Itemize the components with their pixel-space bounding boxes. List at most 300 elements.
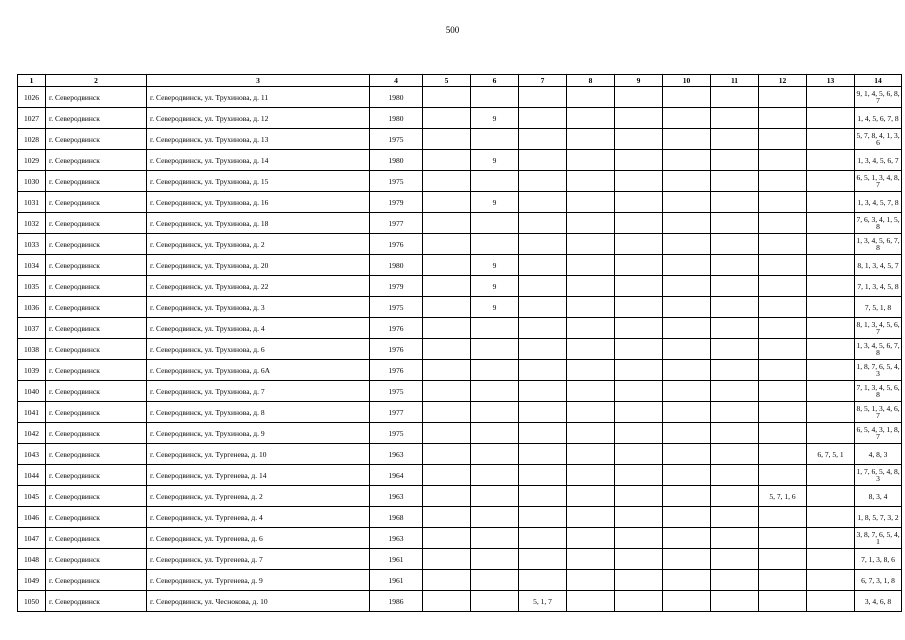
cell-col-7 <box>519 108 567 129</box>
table-row <box>18 549 902 570</box>
cell-address: г. Северодвинск, ул. Трухинова, д. 6А <box>147 360 370 381</box>
cell-col-5 <box>423 507 471 528</box>
cell-col-7 <box>519 192 567 213</box>
cell-col-7 <box>519 507 567 528</box>
cell-col-12 <box>759 234 807 255</box>
table-row <box>18 402 902 423</box>
cell-settlement: г. Северодвинск <box>46 549 147 570</box>
table-row <box>18 339 902 360</box>
cell-address: г. Северодвинск, ул. Трухинова, д. 15 <box>147 171 370 192</box>
table-row <box>18 108 902 129</box>
cell-col-13 <box>807 108 855 129</box>
cell-col-5 <box>423 150 471 171</box>
cell-col-12 <box>759 528 807 549</box>
cell-row-number: 1029 <box>18 150 46 171</box>
cell-col-9 <box>615 339 663 360</box>
cell-col-9 <box>615 381 663 402</box>
cell-col-6 <box>471 381 519 402</box>
cell-address: г. Северодвинск, ул. Трухинова, д. 16 <box>147 192 370 213</box>
table-row <box>18 570 902 591</box>
cell-col-5 <box>423 423 471 444</box>
cell-settlement: г. Северодвинск <box>46 171 147 192</box>
cell-row-number: 1040 <box>18 381 46 402</box>
table-row <box>18 255 902 276</box>
cell-col-5 <box>423 360 471 381</box>
cell-address: г. Северодвинск, ул. Трухинова, д. 7 <box>147 381 370 402</box>
cell-col-9 <box>615 108 663 129</box>
cell-col-13 <box>807 192 855 213</box>
table-row <box>18 528 902 549</box>
column-header-2: 2 <box>46 75 147 87</box>
cell-row-number: 1035 <box>18 276 46 297</box>
cell-col-13 <box>807 87 855 108</box>
cell-year: 1979 <box>370 276 423 297</box>
cell-col-8 <box>567 549 615 570</box>
cell-col-11 <box>711 507 759 528</box>
cell-col-13 <box>807 276 855 297</box>
cell-settlement: г. Северодвинск <box>46 423 147 444</box>
cell-col-13 <box>807 591 855 612</box>
cell-col-12 <box>759 150 807 171</box>
cell-col-7 <box>519 255 567 276</box>
cell-row-number: 1048 <box>18 549 46 570</box>
cell-col-7 <box>519 129 567 150</box>
cell-col-11 <box>711 150 759 171</box>
cell-year: 1963 <box>370 444 423 465</box>
cell-col-9 <box>615 255 663 276</box>
cell-col-11 <box>711 465 759 486</box>
cell-col-6 <box>471 87 519 108</box>
cell-col-7 <box>519 570 567 591</box>
cell-col-14: 4, 8, 3 <box>855 444 902 465</box>
cell-address: г. Северодвинск, ул. Трухинова, д. 6 <box>147 339 370 360</box>
cell-col-10 <box>663 108 711 129</box>
cell-col-11 <box>711 108 759 129</box>
page-number: 500 <box>445 25 460 35</box>
cell-col-5 <box>423 570 471 591</box>
cell-col-11 <box>711 255 759 276</box>
cell-row-number: 1042 <box>18 423 46 444</box>
cell-year: 1964 <box>370 465 423 486</box>
cell-col-12 <box>759 108 807 129</box>
table-row <box>18 129 902 150</box>
table-row <box>18 276 902 297</box>
cell-col-7 <box>519 549 567 570</box>
cell-col-13 <box>807 255 855 276</box>
cell-address: г. Северодвинск, ул. Трухинова, д. 8 <box>147 402 370 423</box>
cell-year: 1968 <box>370 507 423 528</box>
cell-col-6 <box>471 486 519 507</box>
cell-col-5 <box>423 276 471 297</box>
cell-col-9 <box>615 444 663 465</box>
cell-col-9 <box>615 507 663 528</box>
column-header-10: 10 <box>663 75 711 87</box>
cell-col-11 <box>711 318 759 339</box>
cell-settlement: г. Северодвинск <box>46 381 147 402</box>
cell-col-14: 8, 5, 1, 3, 4, 6, 7 <box>855 402 902 423</box>
cell-col-5 <box>423 528 471 549</box>
cell-col-13 <box>807 318 855 339</box>
cell-address: г. Северодвинск, ул. Тургенева, д. 7 <box>147 549 370 570</box>
cell-col-14: 1, 3, 4, 5, 6, 7, 8 <box>855 339 902 360</box>
cell-col-14: 7, 6, 3, 4, 1, 5, 8 <box>855 213 902 234</box>
cell-col-12 <box>759 129 807 150</box>
cell-col-8 <box>567 192 615 213</box>
cell-col-8 <box>567 150 615 171</box>
cell-address: г. Северодвинск, ул. Трухинова, д. 2 <box>147 234 370 255</box>
cell-settlement: г. Северодвинск <box>46 192 147 213</box>
cell-col-9 <box>615 486 663 507</box>
cell-col-7 <box>519 360 567 381</box>
cell-year: 1961 <box>370 570 423 591</box>
cell-row-number: 1031 <box>18 192 46 213</box>
cell-col-10 <box>663 255 711 276</box>
cell-col-7 <box>519 213 567 234</box>
table-row <box>18 192 902 213</box>
cell-col-13 <box>807 171 855 192</box>
cell-col-9 <box>615 192 663 213</box>
cell-settlement: г. Северодвинск <box>46 591 147 612</box>
table-row <box>18 213 902 234</box>
cell-row-number: 1034 <box>18 255 46 276</box>
cell-row-number: 1044 <box>18 465 46 486</box>
cell-year: 1961 <box>370 549 423 570</box>
cell-col-8 <box>567 591 615 612</box>
cell-year: 1980 <box>370 108 423 129</box>
cell-col-14: 7, 1, 3, 4, 5, 8 <box>855 276 902 297</box>
cell-year: 1975 <box>370 297 423 318</box>
cell-address: г. Северодвинск, ул. Трухинова, д. 14 <box>147 150 370 171</box>
cell-row-number: 1046 <box>18 507 46 528</box>
cell-col-8 <box>567 570 615 591</box>
cell-col-6 <box>471 444 519 465</box>
cell-col-12 <box>759 255 807 276</box>
cell-address: г. Северодвинск, ул. Трухинова, д. 22 <box>147 276 370 297</box>
cell-col-14: 6, 5, 4, 3, 1, 8, 7 <box>855 423 902 444</box>
cell-col-8 <box>567 129 615 150</box>
cell-col-8 <box>567 213 615 234</box>
cell-col-7 <box>519 150 567 171</box>
cell-col-14: 8, 1, 3, 4, 5, 6, 7 <box>855 318 902 339</box>
cell-col-13 <box>807 129 855 150</box>
cell-col-14: 5, 7, 8, 4, 1, 3, 6 <box>855 129 902 150</box>
cell-col-10 <box>663 234 711 255</box>
cell-col-5 <box>423 402 471 423</box>
cell-col-8 <box>567 528 615 549</box>
cell-col-5 <box>423 465 471 486</box>
cell-col-7 <box>519 276 567 297</box>
cell-col-12 <box>759 423 807 444</box>
cell-col-13 <box>807 570 855 591</box>
cell-col-10 <box>663 528 711 549</box>
cell-col-6 <box>471 528 519 549</box>
cell-col-14: 8, 1, 3, 4, 5, 7 <box>855 255 902 276</box>
cell-col-12 <box>759 360 807 381</box>
cell-row-number: 1030 <box>18 171 46 192</box>
cell-col-8 <box>567 381 615 402</box>
column-header-14: 14 <box>855 75 902 87</box>
cell-col-6 <box>471 465 519 486</box>
cell-col-7 <box>519 318 567 339</box>
cell-col-12 <box>759 402 807 423</box>
cell-col-6: 9 <box>471 150 519 171</box>
cell-col-9 <box>615 276 663 297</box>
cell-row-number: 1033 <box>18 234 46 255</box>
cell-address: г. Северодвинск, ул. Тургенева, д. 4 <box>147 507 370 528</box>
cell-col-13 <box>807 486 855 507</box>
cell-settlement: г. Северодвинск <box>46 318 147 339</box>
cell-col-14: 1, 8, 5, 7, 3, 2 <box>855 507 902 528</box>
cell-col-13 <box>807 360 855 381</box>
cell-col-6: 9 <box>471 255 519 276</box>
cell-col-8 <box>567 360 615 381</box>
cell-col-9 <box>615 549 663 570</box>
cell-col-10 <box>663 192 711 213</box>
cell-col-5 <box>423 318 471 339</box>
cell-year: 1976 <box>370 234 423 255</box>
cell-settlement: г. Северодвинск <box>46 297 147 318</box>
cell-year: 1975 <box>370 129 423 150</box>
cell-col-8 <box>567 87 615 108</box>
cell-col-12 <box>759 213 807 234</box>
cell-col-8 <box>567 486 615 507</box>
cell-col-10 <box>663 402 711 423</box>
cell-row-number: 1043 <box>18 444 46 465</box>
table-row <box>18 87 902 108</box>
cell-row-number: 1050 <box>18 591 46 612</box>
cell-col-14: 1, 3, 4, 5, 6, 7 <box>855 150 902 171</box>
cell-col-14: 3, 4, 6, 8 <box>855 591 902 612</box>
cell-col-9 <box>615 318 663 339</box>
cell-col-7 <box>519 339 567 360</box>
cell-col-10 <box>663 129 711 150</box>
cell-col-9 <box>615 150 663 171</box>
cell-col-6: 9 <box>471 276 519 297</box>
cell-col-13 <box>807 549 855 570</box>
cell-year: 1976 <box>370 360 423 381</box>
cell-address: г. Северодвинск, ул. Тургенева, д. 6 <box>147 528 370 549</box>
cell-col-11 <box>711 402 759 423</box>
cell-col-8 <box>567 297 615 318</box>
column-header-1: 1 <box>18 75 46 87</box>
cell-address: г. Северодвинск, ул. Тургенева, д. 10 <box>147 444 370 465</box>
cell-col-11 <box>711 486 759 507</box>
cell-col-5 <box>423 87 471 108</box>
cell-col-8 <box>567 318 615 339</box>
column-header-13: 13 <box>807 75 855 87</box>
cell-col-9 <box>615 570 663 591</box>
cell-col-10 <box>663 318 711 339</box>
cell-col-13 <box>807 150 855 171</box>
cell-col-8 <box>567 255 615 276</box>
cell-year: 1975 <box>370 423 423 444</box>
cell-col-10 <box>663 444 711 465</box>
cell-col-7 <box>519 234 567 255</box>
table-row <box>18 297 902 318</box>
cell-address: г. Северодвинск, ул. Тургенева, д. 14 <box>147 465 370 486</box>
table-row <box>18 486 902 507</box>
cell-year: 1975 <box>370 381 423 402</box>
cell-year: 1963 <box>370 528 423 549</box>
cell-settlement: г. Северодвинск <box>46 150 147 171</box>
cell-col-7: 5, 1, 7 <box>519 591 567 612</box>
table-row <box>18 150 902 171</box>
cell-col-9 <box>615 528 663 549</box>
cell-settlement: г. Северодвинск <box>46 570 147 591</box>
cell-col-10 <box>663 150 711 171</box>
cell-col-5 <box>423 381 471 402</box>
cell-col-12: 5, 7, 1, 6 <box>759 486 807 507</box>
cell-col-6 <box>471 213 519 234</box>
cell-address: г. Северодвинск, ул. Тургенева, д. 9 <box>147 570 370 591</box>
cell-year: 1977 <box>370 213 423 234</box>
cell-col-10 <box>663 570 711 591</box>
cell-col-14: 1, 3, 4, 5, 6, 7, 8 <box>855 234 902 255</box>
cell-col-13 <box>807 402 855 423</box>
table-row <box>18 381 902 402</box>
cell-col-14: 7, 5, 1, 8 <box>855 297 902 318</box>
cell-row-number: 1026 <box>18 87 46 108</box>
table-row <box>18 591 902 612</box>
cell-col-7 <box>519 486 567 507</box>
cell-col-13 <box>807 234 855 255</box>
cell-col-7 <box>519 402 567 423</box>
cell-col-5 <box>423 549 471 570</box>
cell-col-11 <box>711 360 759 381</box>
cell-address: г. Северодвинск, ул. Трухинова, д. 20 <box>147 255 370 276</box>
cell-col-9 <box>615 87 663 108</box>
cell-col-14: 7, 1, 3, 8, 6 <box>855 549 902 570</box>
cell-settlement: г. Северодвинск <box>46 276 147 297</box>
cell-row-number: 1028 <box>18 129 46 150</box>
data-table <box>17 74 902 612</box>
cell-col-7 <box>519 381 567 402</box>
cell-address: г. Северодвинск, ул. Чеснокова, д. 10 <box>147 591 370 612</box>
cell-col-7 <box>519 297 567 318</box>
cell-col-12 <box>759 339 807 360</box>
cell-row-number: 1045 <box>18 486 46 507</box>
cell-col-6 <box>471 171 519 192</box>
cell-col-6: 9 <box>471 297 519 318</box>
cell-year: 1975 <box>370 171 423 192</box>
cell-col-8 <box>567 108 615 129</box>
table-row <box>18 234 902 255</box>
cell-col-6 <box>471 507 519 528</box>
table-row <box>18 507 902 528</box>
cell-col-6 <box>471 234 519 255</box>
cell-col-10 <box>663 171 711 192</box>
cell-settlement: г. Северодвинск <box>46 360 147 381</box>
column-header-6: 6 <box>471 75 519 87</box>
cell-col-13 <box>807 465 855 486</box>
cell-col-12 <box>759 171 807 192</box>
cell-settlement: г. Северодвинск <box>46 87 147 108</box>
cell-col-11 <box>711 423 759 444</box>
cell-address: г. Северодвинск, ул. Тургенева, д. 2 <box>147 486 370 507</box>
cell-year: 1976 <box>370 318 423 339</box>
cell-col-9 <box>615 213 663 234</box>
table-row <box>18 423 902 444</box>
cell-year: 1980 <box>370 150 423 171</box>
cell-col-11 <box>711 339 759 360</box>
cell-address: г. Северодвинск, ул. Трухинова, д. 13 <box>147 129 370 150</box>
cell-row-number: 1036 <box>18 297 46 318</box>
cell-address: г. Северодвинск, ул. Трухинова, д. 4 <box>147 318 370 339</box>
cell-row-number: 1038 <box>18 339 46 360</box>
column-header-4: 4 <box>370 75 423 87</box>
cell-settlement: г. Северодвинск <box>46 108 147 129</box>
cell-col-6 <box>471 402 519 423</box>
cell-col-14: 7, 1, 3, 4, 5, 6, 8 <box>855 381 902 402</box>
cell-col-13: 6, 7, 5, 1 <box>807 444 855 465</box>
cell-col-8 <box>567 276 615 297</box>
cell-col-6 <box>471 129 519 150</box>
cell-col-13 <box>807 297 855 318</box>
cell-col-14: 1, 7, 6, 5, 4, 8, 3 <box>855 465 902 486</box>
cell-col-11 <box>711 192 759 213</box>
cell-col-5 <box>423 339 471 360</box>
cell-col-14: 1, 8, 7, 6, 5, 4, 3 <box>855 360 902 381</box>
cell-col-11 <box>711 591 759 612</box>
table-row <box>18 360 902 381</box>
cell-col-14: 1, 3, 4, 5, 7, 8 <box>855 192 902 213</box>
cell-col-11 <box>711 87 759 108</box>
table-row <box>18 465 902 486</box>
cell-col-12 <box>759 318 807 339</box>
cell-settlement: г. Северодвинск <box>46 255 147 276</box>
cell-col-12 <box>759 465 807 486</box>
cell-settlement: г. Северодвинск <box>46 234 147 255</box>
cell-col-12 <box>759 192 807 213</box>
cell-col-5 <box>423 591 471 612</box>
cell-col-12 <box>759 549 807 570</box>
cell-col-7 <box>519 87 567 108</box>
cell-col-13 <box>807 528 855 549</box>
cell-col-6 <box>471 318 519 339</box>
cell-col-6 <box>471 360 519 381</box>
cell-col-7 <box>519 465 567 486</box>
cell-col-6: 9 <box>471 108 519 129</box>
cell-col-5 <box>423 108 471 129</box>
cell-settlement: г. Северодвинск <box>46 339 147 360</box>
cell-col-14: 9, 1, 4, 5, 6, 8, 7 <box>855 87 902 108</box>
cell-col-10 <box>663 423 711 444</box>
cell-col-10 <box>663 297 711 318</box>
cell-settlement: г. Северодвинск <box>46 213 147 234</box>
cell-col-12 <box>759 297 807 318</box>
cell-row-number: 1037 <box>18 318 46 339</box>
cell-col-7 <box>519 423 567 444</box>
cell-settlement: г. Северодвинск <box>46 465 147 486</box>
cell-col-10 <box>663 213 711 234</box>
cell-row-number: 1041 <box>18 402 46 423</box>
cell-col-9 <box>615 129 663 150</box>
column-header-11: 11 <box>711 75 759 87</box>
column-header-12: 12 <box>759 75 807 87</box>
cell-col-9 <box>615 171 663 192</box>
cell-col-6 <box>471 591 519 612</box>
cell-col-9 <box>615 234 663 255</box>
cell-year: 1980 <box>370 87 423 108</box>
column-header-9: 9 <box>615 75 663 87</box>
cell-col-5 <box>423 255 471 276</box>
cell-row-number: 1047 <box>18 528 46 549</box>
cell-settlement: г. Северодвинск <box>46 507 147 528</box>
cell-col-5 <box>423 234 471 255</box>
cell-col-8 <box>567 423 615 444</box>
cell-col-10 <box>663 87 711 108</box>
cell-row-number: 1049 <box>18 570 46 591</box>
